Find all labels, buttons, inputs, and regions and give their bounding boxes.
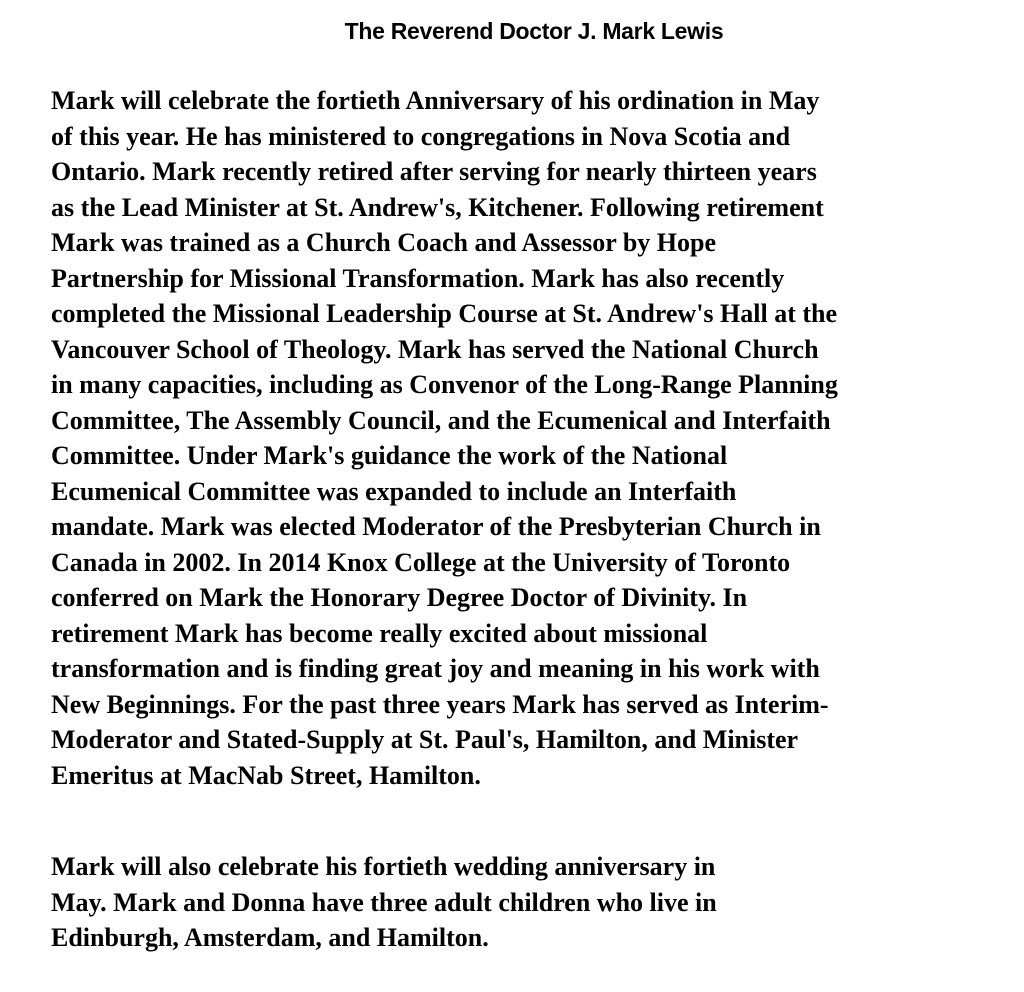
paragraph-line: in many capacities, including as Convenor of the Long-Range Planning [51,370,838,399]
paragraph-line: Moderator and Stated-Supply at St. Paul's, Hamilton, and Minister [51,725,799,754]
paragraph-line: retirement Mark has become really excited about missional [51,618,708,648]
paragraph-line: Ontario. Mark recently retired after serving for nearly thirteen years [51,157,817,186]
paragraph-line: Mark was trained as a Church Coach and Assessor by Hope [51,228,717,257]
paragraph-line: May. Mark and Donna have three adult children who live in [51,887,717,917]
paragraph-line: completed the Missional Leadership Course at St. Andrew's Hall at the [51,299,838,328]
paragraph-line: Ecumenical Committee was expanded to include an Interfaith [51,476,737,506]
paragraph-line: Emeritus at MacNab Street, Hamilton. [51,760,481,790]
paragraph-line: mandate. Mark was elected Moderator of the Presbyterian Church in [51,512,821,541]
paragraph-line: Committee. Under Mark's guidance the work of the National [51,441,728,470]
paragraph-line: Canada in 2002. In 2014 Knox College at the University of Toronto [51,547,791,577]
paragraph-line: as the Lead Minister at St. Andrew's, Kitchener. Following retirement [51,192,824,222]
paragraph-line: Mark will celebrate the fortieth Anniversary of his ordination in May [51,86,820,115]
paragraph-line: of this year. He has ministered to congregations in Nova Scotia and [51,121,791,151]
paragraph-line: Vancouver School of Theology. Mark has served the National Church [51,334,819,364]
paragraph-line: transformation and is finding great joy and meaning in his work with [51,654,820,683]
bio-paragraph-family [51,849,1011,956]
paragraph-line: Edinburgh, Amsterdam, and Hamilton. [51,923,489,952]
paragraph-line: Mark will also celebrate his fortieth wedding anniversary in [51,852,716,881]
bio-paragraph-ordination [51,83,1011,793]
document-title: The Reverend Doctor J. Mark Lewis [344,18,724,44]
paragraph-line: conferred on Mark the Honorary Degree Doctor of Divinity. In [51,583,748,612]
paragraph-line: Committee, The Assembly Council, and the Ecumenical and Interfaith [51,405,831,435]
paragraph-line: Partnership for Missional Transformation. Mark has also recently [51,263,785,293]
paragraph-line: New Beginnings. For the past three years Mark has served as Interim- [51,689,829,719]
